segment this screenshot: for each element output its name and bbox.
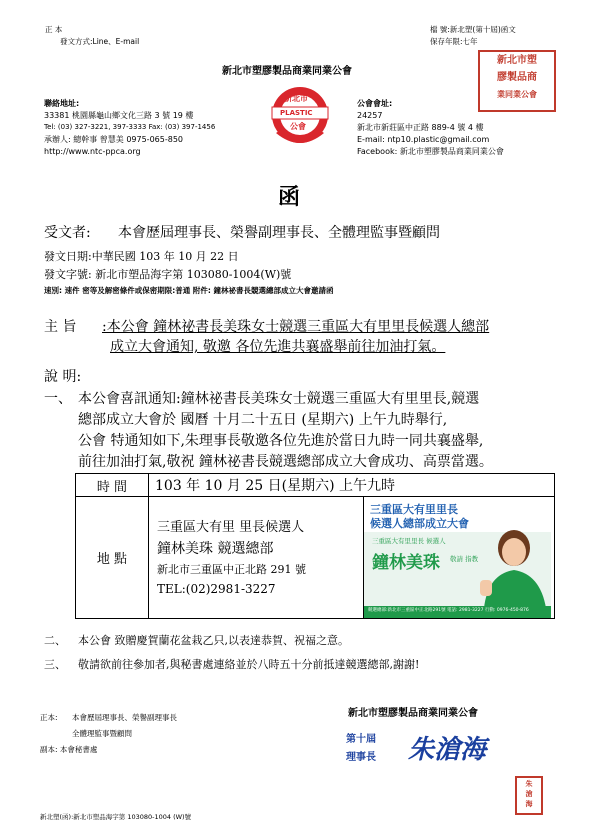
poster-sub: 三重區大有里里長 候選人 — [372, 536, 446, 545]
logo-band-text: PLASTIC — [280, 109, 313, 117]
time-label: 時 間 — [96, 479, 128, 495]
cc1-label: 正本: — [40, 713, 58, 722]
footer-term: 第十屆 — [346, 734, 376, 745]
recipient-value: 本會歷屆理事長、榮譽副理事長、全體理監事暨顧問 — [118, 225, 440, 241]
place-line-2: 鐘林美珠 競選總部 — [157, 540, 274, 557]
poster-tagline: 敬請 指教 — [450, 554, 479, 563]
poster-headline-2: 候選人總部成立大會 — [370, 516, 469, 530]
campaign-poster — [364, 498, 551, 618]
item-3-text: 敬請欲前往參加者,與秘書處連絡並於八時五十分前抵達競選總部,謝謝! — [78, 658, 420, 671]
item-1-line-4: 前往加油打氣,敬祝 鐘林祕書長競選總部成立大會成功、高票當選。 — [78, 454, 493, 470]
item-1-num: 一、 — [44, 391, 72, 407]
contact-left-url[interactable]: http://www.ntc-ppca.org — [44, 147, 141, 156]
item-2-text: 本公會 致贈慶賀蘭花盆栽乙只,以表達恭賀、祝福之意。 — [78, 634, 349, 647]
explain-label: 說 明: — [44, 369, 82, 385]
retention: 保存年限:七年 — [430, 37, 478, 46]
seal-line-3: 業同業公會 — [497, 89, 537, 99]
poster-footer: 競選總部:新北市三重區中正北路291號 電話: 2981-3227 行動: 0976-450-876 — [368, 607, 529, 613]
place-label: 地 點 — [96, 552, 128, 567]
item-2-num: 二、 — [44, 634, 66, 647]
doc-misc: 速別: 速件 密等及解密條件或保密期限:普通 附件: 鐘林祕書長競選總部成立大會邀請函 — [44, 286, 334, 295]
candidate-photo — [474, 528, 551, 608]
contact-left-address: 33381 桃園縣龜山鄉文化三路 3 號 19 樓 — [44, 111, 194, 120]
poster-cell — [364, 497, 555, 619]
logo-bottom-text: 公會 — [290, 122, 306, 131]
official-seal — [478, 50, 556, 112]
chairman-seal-text: 朱滄海 — [525, 779, 533, 808]
item-1-line-3: 公會 特通知如下,朱理事長敬邀各位先進於當日九時一同共襄盛舉, — [78, 433, 484, 449]
time-value: 103 年 10 月 25 日(星期六) 上午九時 — [155, 478, 395, 494]
contact-left-telfax: Tel: (03) 327-3221, 397-3333 Fax: (03) 397-1456 — [44, 123, 216, 131]
seal-line-2: 膠製品商 — [497, 72, 537, 83]
contact-left-label: 聯絡地址: — [44, 99, 80, 108]
poster-name: 鐘林美珠 — [372, 552, 440, 573]
cc1-line-1: 本會歷屆理事長、榮譽副理事長 — [72, 713, 177, 722]
place-value-cell — [149, 497, 364, 619]
poster-headline-1: 三重區大有里里長 — [370, 502, 458, 516]
chairman-seal — [515, 776, 543, 815]
seal-line-1: 新北市塑 — [497, 55, 537, 66]
place-address: 新北市三重區中正北路 291 號 — [157, 562, 306, 576]
send-method: 發文方式:Line、E-mail — [60, 37, 140, 46]
item-1-line-1: 本公會喜訊通知:鐘林祕書長美珠女士競選三重區大有里里長,競選 — [78, 391, 480, 407]
contact-right-address: 新北市新莊區中正路 889-4 號 4 樓 — [357, 123, 484, 132]
contact-right-zip: 24257 — [357, 111, 383, 120]
contact-right-facebook[interactable]: Facebook: 新北市塑膠製品商業同業公會 — [357, 147, 504, 156]
subject-line-2: 成立大會通知, 敬邀 各位先進共襄盛舉前往加油打氣。 — [110, 339, 446, 355]
item-1-line-2: 總部成立大會於 國曆 十月二十五日 (星期六) 上午九時舉行, — [78, 412, 448, 428]
footer-ref: 新北塑(函):新北市塑品海字第 103080-1004 (W)號 — [40, 813, 192, 821]
item-3-num: 三、 — [44, 658, 66, 671]
cc2: 副本: 本會秘書處 — [40, 745, 98, 754]
contact-right-email[interactable]: E-mail: ntp10.plastic@gmail.com — [357, 135, 490, 144]
contact-left-person: 承辦人: 總幹事 曾慧美 0975-065-850 — [44, 135, 183, 144]
time-label-cell — [76, 474, 149, 497]
place-line-1: 三重區大有里 里長候選人 — [157, 519, 305, 535]
copy-label: 正 本 — [45, 25, 63, 34]
issue-date: 發文日期:中華民國 103 年 10 月 22 日 — [44, 250, 239, 263]
place-label-cell — [76, 497, 149, 619]
event-table — [75, 473, 555, 619]
chairman-signature: 朱滄海 — [408, 735, 487, 765]
recipient-label: 受文者: — [44, 225, 91, 241]
footer-org: 新北市塑膠製品商業同業公會 — [348, 708, 478, 719]
cc1-line-2: 全體理監事暨顧問 — [72, 729, 132, 738]
org-logo — [266, 85, 334, 151]
logo-top-text: 新北市 — [284, 94, 308, 103]
org-title: 新北市塑膠製品商業同業公會 — [222, 66, 352, 77]
time-value-cell — [149, 474, 555, 497]
footer-role: 理事長 — [346, 752, 376, 763]
contact-right-label: 公會會址: — [357, 99, 393, 108]
subject-line-1: :本公會 鐘林祕書長美珠女士競選三重區大有里里長候選人總部 — [102, 319, 490, 335]
archive-no: 檔 號:新北塑(第十屆)函文 — [430, 25, 516, 34]
subject-label: 主 旨 — [44, 319, 77, 335]
doc-number: 發文字號: 新北市塑品海字第 103080-1004(W)號 — [44, 268, 292, 281]
place-tel: TEL:(02)2981-3227 — [157, 581, 276, 596]
doc-type: 函 — [278, 184, 301, 210]
